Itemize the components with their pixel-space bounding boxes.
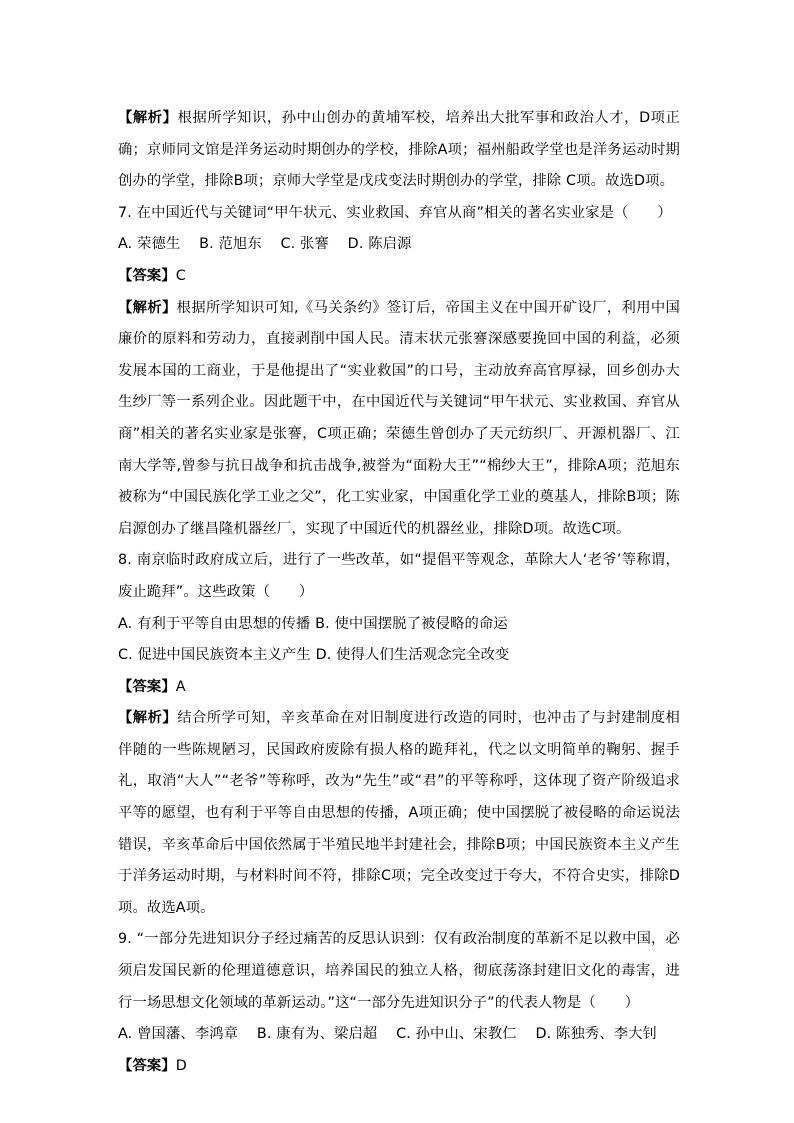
q6-analysis-tag: 【解析】	[118, 110, 178, 126]
q9-answer-text: D	[175, 1057, 187, 1074]
q8-analysis-text: 结合所学可知，辛亥革命在对旧制度进行改造的同时，也冲击了与封建制度相伴随的一些陈规陋习，民国政府废除有损人格的跪拜礼，代之以文明简单的鞠躬、握手礼，取消“大人”“老爷”等称呼，改为“先生”或“君”的平等称呼，这体现了资产阶级追求平等的愿望，也有利于平等自由思想的传播，A项正确；使中国摆脱了被侵略的命运说法错误，辛亥革命后中国依然属于半殖民地半封建社会，排除B项；中国民族资本主义产生于洋务运动时期，与材料时间不符，排除C项；完全改变过于夸大，不符合史实，排除D项。故选A项。	[118, 710, 680, 916]
q9-option-d: D. 陈独秀、李大钊	[535, 1026, 658, 1043]
q9-answer-tag: 【答案】	[118, 1057, 176, 1074]
q9-option-c: C. 孙中山、宋教仁	[396, 1026, 517, 1043]
q9-option-a: A. 曾国藩、李鸿章	[118, 1026, 239, 1043]
q9-stem: 9. “一部分先进知识分子经过痛苦的反思认识到：仅有政治制度的革新不足以救中国，必须启发国民新的伦理道德意识，培养国民的独立人格，彻底荡涤封建旧文化的毒害，进行一场思想文化领域的革新运动。”这“一部分先进知识分子”的代表人物是（ ）	[118, 931, 680, 1011]
q7-answer-tag: 【答案】	[118, 267, 176, 284]
q7-analysis-tag: 【解析】	[118, 299, 177, 316]
q8-analysis-tag: 【解析】	[118, 710, 178, 727]
q7-stem: 7. 在中国近代与关键词“甲午状元、实业救国、弃官从商”相关的著名实业家是（ ）	[118, 204, 672, 221]
document-content	[118, 103, 680, 1082]
q8-analysis	[118, 703, 680, 924]
q8-answer-text: A	[175, 678, 186, 695]
q8-answer	[118, 672, 680, 704]
q7-answer	[118, 261, 680, 293]
q9-options	[118, 1019, 680, 1051]
q7-option-a: A. 荣德生	[118, 236, 181, 253]
q9-option-b: B. 康有为、梁启超	[256, 1026, 378, 1043]
q8-stem: 8. 南京临时政府成立后，进行了一些改革，如“提倡平等观念，革除大人‘老爷’等称谓，废止跪拜”。这些政策（ ）	[118, 552, 680, 600]
q7-options	[118, 229, 680, 261]
q8-options-line-1: A. 有利于平等自由思想的传播 B. 使中国摆脱了被侵略的命运	[118, 615, 508, 632]
q8-options-line-2: C. 促进中国民族资本主义产生 D. 使得人们生活观念完全改变	[118, 647, 510, 664]
q6-analysis	[118, 103, 680, 198]
q8-answer-tag: 【答案】	[118, 678, 176, 695]
q7-option-c: C. 张謇	[280, 236, 329, 253]
q7-answer-text: C	[175, 267, 186, 284]
q7-option-d: D. 陈启源	[347, 236, 412, 253]
q7-option-b: B. 范旭东	[199, 236, 262, 253]
q7-analysis-text: 根据所学知识可知,《马关条约》签订后，帝国主义在中国开矿设厂，利用中国廉价的原料和劳动力，直接剥削中国人民。清末状元张謇深感要挽回中国的利益，必须发展本国的工商业，于是他提出了“实业救国”的口号，主动放弃高官厚禄，回乡创办大生纱厂等一系列企业。因此题干中，在中国近代与关键词“甲午状元、实业救国、弃官从商”相关的著名实业家是张謇，C项正确；荣德生曾创办了天元纺织厂、开源机器厂、江南大学等,曾参与抗日战争和抗击战争,被誉为“面粉大王”“棉纱大王”，排除A项；范旭东被称为“中国民族化学工业之父”，化工实业家，中国重化学工业的奠基人，排除B项；陈启源创办了继昌隆机器丝厂，实现了中国近代的机器丝业，排除D项。故选C项。	[118, 299, 680, 537]
q9-answer	[118, 1051, 680, 1083]
q6-analysis-text: 根据所学知识，孙中山创办的黄埔军校，培养出大批军事和政治人才，D项正确；京师同文馆是洋务运动时期创办的学校，排除A项；福州船政学堂也是洋务运动时期创办的学堂，排除B项；京师大学堂是戊戌变法时期创办的学堂，排除 C项。故选D项。	[118, 110, 680, 190]
q7-analysis	[118, 293, 680, 546]
